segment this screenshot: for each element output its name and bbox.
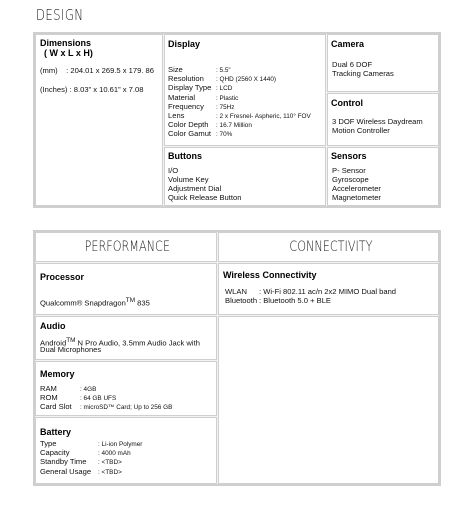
audio-features: N Pro Audio, 3.5mm Audio Jack with bbox=[75, 338, 200, 348]
sensors-line-3: Accelerometer bbox=[332, 184, 381, 193]
buttons-line-4: Quick Release Button bbox=[168, 193, 242, 202]
wireless-panel bbox=[218, 263, 439, 315]
battery-spec-value: : <TBD> bbox=[98, 468, 122, 476]
display-heading: Display bbox=[168, 39, 201, 49]
memory-spec-value: : 4GB bbox=[80, 386, 97, 393]
battery-spec-row bbox=[40, 467, 122, 477]
mm-value: : 204.01 x 269.5 x 179. 86 bbox=[66, 66, 154, 75]
memory-spec-row bbox=[40, 402, 172, 412]
page-title: DESIGN bbox=[36, 6, 84, 24]
memory-panel bbox=[35, 361, 217, 416]
buttons-panel bbox=[164, 147, 326, 206]
display-spec-label: Size bbox=[168, 65, 183, 74]
connectivity-title: CONNECTIVITY bbox=[289, 239, 373, 255]
sensors-line-1: P- Sensor bbox=[332, 166, 366, 175]
memory-spec-value: : 64 GB UFS bbox=[80, 395, 117, 403]
battery-spec-label: Type bbox=[40, 439, 57, 448]
buttons-line-3: Adjustment Dial bbox=[168, 184, 222, 193]
display-spec-label: Color Depth bbox=[168, 120, 209, 130]
inches-label: (Inches) bbox=[40, 85, 68, 94]
display-spec-value: : LCD bbox=[216, 85, 233, 93]
performance-title-bar bbox=[35, 232, 217, 262]
control-panel bbox=[327, 93, 439, 146]
camera-panel bbox=[327, 34, 439, 92]
dimensions-panel bbox=[35, 34, 163, 206]
bluetooth-row bbox=[225, 296, 331, 305]
audio-line-2: Dual Microphones bbox=[40, 345, 102, 354]
battery-spec-label: General Usage bbox=[40, 466, 92, 476]
dimensions-heading: Dimensions bbox=[40, 38, 92, 48]
battery-spec-value: : 4000 mAh bbox=[98, 450, 131, 458]
display-spec-row bbox=[168, 129, 232, 139]
display-panel bbox=[164, 34, 326, 146]
memory-spec-label: RAM bbox=[40, 384, 57, 393]
dimensions-inches-row bbox=[40, 85, 143, 94]
control-line-2: Motion Controller bbox=[332, 126, 390, 135]
sensors-panel bbox=[327, 147, 439, 206]
battery-spec-label: Capacity bbox=[40, 448, 70, 458]
bluetooth-label: Bluetooth bbox=[225, 296, 258, 305]
battery-panel bbox=[35, 417, 217, 484]
display-spec-value: : Plastic bbox=[216, 94, 239, 102]
battery-spec-label: Standby Time bbox=[40, 457, 87, 467]
display-spec-value: : 5.5” bbox=[216, 67, 231, 74]
buttons-heading: Buttons bbox=[168, 151, 202, 161]
dimensions-subheading: ( W x L x H) bbox=[44, 48, 93, 58]
display-spec-value: : 16.7 Million bbox=[216, 122, 252, 130]
buttons-line-1: I/O bbox=[168, 166, 179, 175]
display-spec-label: Lens bbox=[168, 111, 185, 120]
camera-line-1: Dual 6 DOF bbox=[332, 60, 373, 69]
dimensions-mm-row bbox=[40, 66, 154, 75]
display-spec-value: : 70% bbox=[216, 131, 233, 139]
display-spec-label: Frequency bbox=[168, 101, 204, 111]
camera-heading: Camera bbox=[331, 39, 365, 49]
display-spec-value: : QHD (2560 X 1440) bbox=[216, 76, 277, 84]
buttons-line-2: Volume Key bbox=[168, 175, 209, 184]
display-spec-value: : 2 x Fresnel- Aspheric, 110° FOV bbox=[216, 113, 311, 120]
memory-heading: Memory bbox=[40, 369, 75, 379]
bluetooth-value: : Bluetooth 5.0 + BLE bbox=[259, 296, 331, 305]
audio-panel bbox=[35, 316, 217, 360]
display-spec-label: Material bbox=[168, 92, 196, 102]
control-heading: Control bbox=[331, 98, 363, 108]
connectivity-empty-area bbox=[218, 316, 439, 484]
memory-spec-label: Card Slot bbox=[40, 402, 72, 412]
wlan-label: WLAN bbox=[225, 287, 247, 296]
connectivity-title-bar bbox=[218, 232, 439, 262]
inches-value: : 8.03” x 10.61” x 7.08 bbox=[69, 85, 144, 94]
sensors-line-2: Gyroscope bbox=[332, 175, 369, 184]
display-spec-label: Color Gamut bbox=[168, 129, 212, 139]
memory-spec-value: : microSD™ Card; Up to 256 GB bbox=[80, 404, 173, 412]
camera-line-2: Tracking Cameras bbox=[332, 69, 394, 78]
processor-model: 835 bbox=[135, 298, 150, 308]
battery-spec-value: : <TBD> bbox=[98, 459, 122, 467]
wireless-heading: Wireless Connectivity bbox=[223, 270, 317, 280]
processor-value bbox=[40, 296, 150, 308]
memory-spec-label: ROM bbox=[40, 393, 58, 403]
processor-heading: Processor bbox=[40, 272, 85, 282]
mm-label: (mm) bbox=[40, 66, 58, 75]
processor-trademark: TM bbox=[125, 297, 136, 304]
audio-os: Android bbox=[40, 338, 67, 348]
control-line-1: 3 DOF Wireless Daydream bbox=[332, 117, 423, 126]
display-spec-label: Display Type bbox=[168, 83, 212, 93]
audio-heading: Audio bbox=[40, 321, 66, 331]
wlan-row bbox=[225, 287, 396, 296]
sensors-line-4: Magnetometer bbox=[332, 193, 381, 202]
battery-spec-value: : Li-ion Polymer bbox=[98, 441, 143, 448]
processor-panel bbox=[35, 263, 217, 315]
processor-brand: Qualcomm® Snapdragon bbox=[40, 298, 126, 308]
audio-trademark: TM bbox=[66, 337, 76, 344]
performance-title: PERFORMANCE bbox=[84, 239, 170, 255]
display-spec-label: Resolution bbox=[168, 74, 204, 84]
wlan-value: : Wi-Fi 802.11 ac/n 2x2 MIMO Dual band bbox=[259, 287, 397, 296]
sensors-heading: Sensors bbox=[331, 151, 367, 161]
battery-heading: Battery bbox=[40, 427, 72, 437]
display-spec-value: : 75Hz bbox=[216, 103, 235, 111]
